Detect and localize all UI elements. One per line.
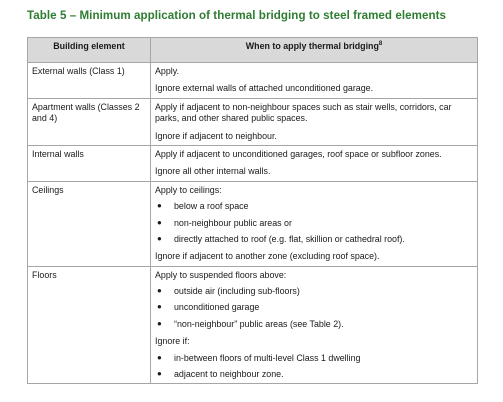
bullet-list [155, 284, 473, 333]
rule-text: Apply if adjacent to unconditioned garages, roof space or subfloor zones. [155, 148, 442, 159]
bullet-list [155, 351, 473, 384]
header-building-element: Building element [28, 38, 151, 63]
application-rule-cell [151, 98, 478, 145]
bullet-icon: ● [157, 302, 162, 312]
building-element-label: Apartment walls (Classes 2 and 4) [32, 101, 140, 124]
bullet-text: “non-neighbour” public areas (see Table 2). [174, 318, 344, 329]
building-element-cell [28, 98, 151, 145]
table-caption: Table 5 – Minimum application of thermal bridging to steel framed elements [27, 9, 447, 22]
building-element-label: Ceilings [32, 184, 64, 195]
header-when-to-apply [151, 38, 478, 63]
header-when-label: When to apply thermal bridging [245, 41, 379, 51]
bullet-icon: ● [157, 369, 162, 379]
rule-text: Apply. [155, 66, 180, 76]
bullet-item [155, 232, 473, 248]
rule-text: Apply to ceilings: [155, 184, 222, 195]
bullet-item [155, 317, 473, 333]
rule-text: Apply to suspended floors above: [155, 269, 287, 280]
bullet-item [155, 351, 473, 367]
table-row [28, 145, 478, 181]
rule-text: Ignore external walls of attached unconditioned garage. [155, 83, 374, 94]
table-header-row [28, 38, 478, 63]
thermal-bridging-table [27, 37, 478, 384]
bullet-item [155, 367, 473, 383]
building-element-label: Floors [32, 269, 57, 280]
application-rule-cell [151, 63, 478, 99]
bullet-list [155, 199, 473, 248]
bullet-text: in-between floors of multi-level Class 1 dwelling [174, 352, 361, 363]
bullet-text: directly attached to roof (e.g. flat, skillion or cathedral roof). [174, 233, 405, 244]
bullet-item [155, 284, 473, 300]
building-element-cell [28, 145, 151, 181]
bullet-text: non-neighbour public areas or [174, 217, 292, 228]
building-element-cell [28, 181, 151, 266]
rule-text: Apply if adjacent to non-neighbour spaces such as stair wells, corridors, car parks, and other shared public spaces. [155, 101, 452, 124]
bullet-icon: ● [157, 201, 162, 211]
building-element-cell [28, 266, 151, 384]
table-row [28, 181, 478, 266]
rule-text: Ignore all other internal walls. [155, 166, 271, 177]
table-row [28, 98, 478, 145]
application-rule-cell [151, 181, 478, 266]
bullet-text: adjacent to neighbour zone. [174, 369, 284, 380]
building-element-label: External walls (Class 1) [32, 66, 125, 76]
bullet-item [155, 216, 473, 232]
rule-text: Ignore if adjacent to another zone (excluding roof space). [155, 251, 380, 262]
application-rule-cell [151, 266, 478, 384]
bullet-icon: ● [157, 233, 162, 243]
bullet-text: below a roof space [174, 201, 249, 212]
table-row [28, 266, 478, 384]
bullet-item [155, 199, 473, 215]
rule-text: Ignore if: [155, 336, 190, 347]
bullet-text: outside air (including sub-floors) [174, 286, 300, 297]
bullet-text: unconditioned garage [174, 302, 260, 313]
bullet-icon: ● [157, 217, 162, 227]
building-element-cell [28, 63, 151, 99]
footnote-marker: 8 [378, 41, 383, 48]
bullet-icon: ● [157, 286, 162, 296]
building-element-label: Internal walls [32, 148, 84, 159]
bullet-item [155, 300, 473, 316]
table-row [28, 63, 478, 99]
bullet-icon: ● [157, 352, 162, 362]
bullet-icon: ● [157, 318, 162, 328]
rule-text: Ignore if adjacent to neighbour. [155, 130, 277, 141]
table-body [28, 63, 478, 384]
application-rule-cell [151, 145, 478, 181]
